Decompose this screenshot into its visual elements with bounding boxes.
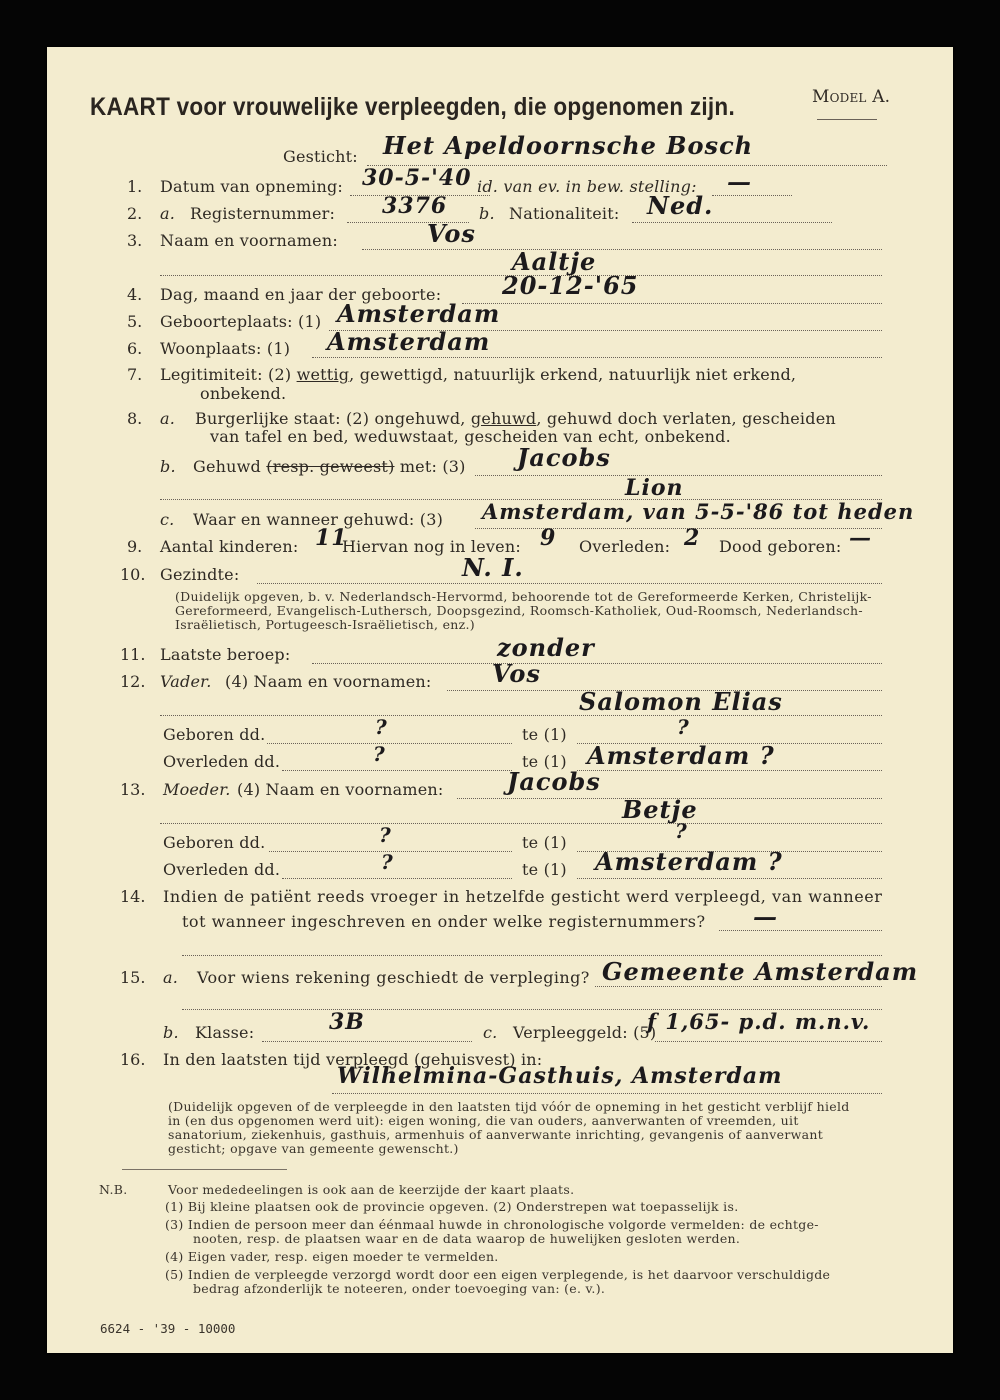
nb-note-1: (1) Bij kleine plaatsen ook de provincie opgeven. (2) Onderstrepen wat toepasselijk is. (165, 1199, 739, 1214)
mother-name-label: (4) Naam en voornamen: (237, 780, 444, 799)
register-number-value: 3376 (382, 193, 448, 219)
item-letter: b. (160, 457, 176, 476)
card-title: KAART voor vrouwelijke verpleegden, die opgenomen zijn. (90, 93, 735, 121)
spouse-first-name-value: Lion (625, 475, 684, 501)
deceased-label: Overleden: (579, 537, 671, 556)
mother-born-place: ? (675, 819, 688, 843)
dotted-line (462, 303, 882, 304)
last-residence-label: In den laatsten tijd verpleegd (gehuisvest) in: (163, 1050, 543, 1069)
dotted-line (577, 770, 882, 771)
gesticht-value: Het Apeldoornsche Bosch (383, 131, 754, 160)
item-number: 11. (120, 645, 146, 664)
residence-note-line1: (Duidelijk opgeven of de verpleegde in den laatsten tijd vóór de opneming in het gesticht verblijf hield (168, 1099, 850, 1114)
dotted-line (475, 528, 882, 529)
nb-note-5b: bedrag afzonderlijk te noteeren, onder toevoeging van: (e. v.). (193, 1281, 606, 1296)
legitimacy-label: Legitimiteit: (2) (160, 365, 292, 384)
item-letter: a. (160, 409, 176, 428)
dotted-line (160, 823, 882, 824)
stillborn-value: — (849, 525, 872, 551)
marriage-label: Waar en wanneer gehuwd: (3) (193, 510, 444, 529)
dotted-line (282, 878, 512, 879)
father-died-place: Amsterdam ? (587, 741, 775, 770)
class-label: Klasse: (195, 1023, 255, 1042)
deceased-value: 2 (684, 525, 701, 551)
father-label: Vader. (160, 672, 212, 691)
admission-date-value: 30-5-'40 (362, 165, 472, 191)
mother-label: Moeder. (163, 780, 231, 799)
custody-value: — (727, 167, 752, 196)
nb-label: N.B. (99, 1182, 128, 1197)
nursing-fee-value: f 1,65- p.d. m.n.v. (647, 1009, 871, 1034)
item-letter: b. (479, 204, 495, 223)
nb-note-4: (4) Eigen vader, resp. eigen moeder te vermelden. (165, 1249, 499, 1264)
dotted-line (655, 1041, 882, 1042)
residence-value: Amsterdam (327, 327, 491, 356)
dotted-line (312, 357, 882, 358)
marital-status-line2: van tafel en bed, weduwstaat, gescheiden van echt, onbekend. (210, 427, 731, 446)
item-letter: a. (163, 968, 179, 987)
legitimacy-selected: wettig (296, 365, 350, 384)
dotted-line (267, 743, 512, 744)
mother-born-value: ? (379, 823, 392, 847)
item-number: 10. (120, 565, 146, 584)
item-number: 9. (127, 537, 143, 556)
mother-surname-value: Jacobs (507, 767, 601, 796)
nb-note-3a: (3) Indien de persoon meer dan éénmaal huwde in chronologische volgorde vermelden: de echtge- (165, 1217, 819, 1232)
first-names-value: Aaltje (512, 247, 597, 276)
father-born-place: ? (677, 715, 690, 739)
custody-label: id. van ev. in bew. stelling: (477, 177, 697, 196)
item-number: 8. (127, 409, 143, 428)
item-number: 13. (120, 780, 146, 799)
living-value: 9 (540, 525, 557, 551)
item-number: 4. (127, 285, 143, 304)
item-letter: c. (160, 510, 175, 529)
dotted-line (262, 1041, 472, 1042)
item-letter: c. (483, 1023, 498, 1042)
occupation-label: Laatste beroep: (160, 645, 291, 664)
spouse-label2: met: (3) (399, 457, 466, 476)
marital-status-options: , gehuwd doch verlaten, gescheiden (536, 409, 836, 428)
religion-note-line2: Gereformeerd, Evangelisch-Luthersch, Doopsgezind, Roomsch-Katholiek, Oud-Roomsch, Nederlandsch- (175, 603, 863, 618)
model-label: Model A. (812, 87, 891, 107)
payer-value: Gemeente Amsterdam (602, 957, 919, 986)
model-underline (817, 119, 877, 120)
father-died-value: ? (373, 742, 386, 766)
nb-note-3b: nooten, resp. de plaatsen waar en de data waarop de huwelijken gesloten werden. (193, 1231, 741, 1246)
marriage-value: Amsterdam, van 5-5-'86 tot heden (482, 499, 915, 524)
religion-note-line1: (Duidelijk opgeven, b. v. Nederlandsch-Hervormd, behoorende tot de Gereformeerde Kerken, Christelijk- (175, 589, 872, 604)
item-number: 15. (120, 968, 146, 987)
father-name-label: (4) Naam en voornamen: (225, 672, 432, 691)
dotted-line (719, 930, 882, 931)
children-label: Aantal kinderen: (160, 537, 299, 556)
last-residence-value: Wilhelmina-Gasthuis, Amsterdam (337, 1063, 783, 1089)
mother-died-value: ? (381, 850, 394, 874)
spouse-label: Gehuwd (193, 457, 261, 476)
father-born-value: ? (375, 715, 388, 739)
father-surname-value: Vos (492, 659, 541, 688)
dotted-line (312, 663, 882, 664)
gesticht-label: Gesticht: (283, 147, 358, 166)
nursing-fee-label: Verpleeggeld: (5) (513, 1023, 657, 1042)
mother-born-label: Geboren dd. (163, 833, 266, 852)
previous-admission-line1: Indien de patiënt reeds vroeger in hetzelfde gesticht werd verpleegd, van wanneer (163, 887, 883, 906)
father-born-te: te (1) (522, 725, 567, 744)
nb-note-5a: (5) Indien de verpleegde verzorgd wordt door een eigen verplegende, is het daarvoor verschuldigde (165, 1267, 831, 1282)
residence-note-line2: in (en dus opgenomen werd uit): eigen woning, die van ouders, aanverwanten of vreemden, uit (168, 1113, 799, 1128)
dotted-line (257, 583, 882, 584)
religion-note-line3: Israëlietisch, Portugeesch-Israëlietisch, enz.) (175, 617, 475, 632)
registration-card (47, 47, 953, 1353)
name-label: Naam en voornamen: (160, 231, 338, 250)
occupation-value: zonder (497, 633, 595, 662)
residence-note-line4: gesticht; opgave van gemeente gewenscht.) (168, 1141, 459, 1156)
class-value: 3B (329, 1009, 365, 1035)
residence-label: Woonplaats: (1) (160, 339, 291, 358)
dotted-line (362, 249, 882, 250)
dotted-line (282, 770, 512, 771)
mother-died-place: Amsterdam ? (595, 847, 783, 876)
register-number-label: Registernummer: (190, 204, 336, 223)
father-born-label: Geboren dd. (163, 725, 266, 744)
item-number: 1. (127, 177, 143, 196)
item-letter: a. (160, 204, 176, 223)
birth-date-label: Dag, maand en jaar der geboorte: (160, 285, 442, 304)
item-number: 6. (127, 339, 143, 358)
father-first-names-value: Salomon Elias (579, 687, 783, 716)
legitimacy-line (160, 365, 796, 384)
nationality-label: Nationaliteit: (509, 204, 620, 223)
item-number: 5. (127, 312, 143, 331)
religion-label: Gezindte: (160, 565, 240, 584)
living-label: Hiervan nog in leven: (342, 537, 521, 556)
dotted-line (332, 1093, 882, 1094)
dotted-line (182, 955, 882, 956)
mother-died-te: te (1) (522, 860, 567, 879)
previous-admission-line2: tot wanneer ingeschreven en onder welke registernummers? (182, 912, 706, 931)
item-number: 2. (127, 204, 143, 223)
item-number: 16. (120, 1050, 146, 1069)
father-died-label: Overleden dd. (163, 752, 281, 771)
marital-status-selected: gehuwd (470, 409, 537, 428)
previous-admission-value: — (753, 902, 778, 931)
birthplace-label: Geboorteplaats: (1) (160, 312, 322, 331)
item-number: 12. (120, 672, 146, 691)
payer-label: Voor wiens rekening geschiedt de verpleging? (197, 968, 590, 987)
spouse-surname-value: Jacobs (517, 443, 611, 472)
religion-value: N. I. (462, 553, 524, 582)
children-value: 11 (315, 525, 348, 551)
legitimacy-line2: onbekend. (200, 384, 287, 403)
residence-note-line3: sanatorium, ziekenhuis, gasthuis, armenhuis of aanverwante inrichting, gevangenis of aanverwant (168, 1127, 824, 1142)
birthplace-value: Amsterdam (337, 299, 501, 328)
stillborn-label: Dood geboren: (719, 537, 842, 556)
item-number: 3. (127, 231, 143, 250)
mother-born-te: te (1) (522, 833, 567, 852)
admission-date-label: Datum van opneming: (160, 177, 344, 196)
father-died-te: te (1) (522, 752, 567, 771)
mother-first-name-value: Betje (622, 795, 698, 824)
marital-status-label: Burgerlijke staat: (2) ongehuwd, (195, 409, 466, 428)
item-number: 14. (120, 887, 146, 906)
nationality-value: Ned. (647, 191, 714, 220)
dotted-line (595, 986, 882, 987)
item-letter: b. (163, 1023, 179, 1042)
dotted-line (712, 195, 792, 196)
dotted-line (632, 222, 832, 223)
mother-died-label: Overleden dd. (163, 860, 281, 879)
legitimacy-options: , gewettigd, natuurlijk erkend, natuurlijk niet erkend, (349, 365, 797, 384)
print-code: 6624 - '39 - 10000 (100, 1321, 236, 1336)
surname-value: Vos (427, 219, 476, 248)
item-number: 7. (127, 365, 143, 384)
spouse-line (193, 457, 466, 476)
birth-date-value: 20-12-'65 (502, 271, 639, 300)
spouse-struck-text: (resp. geweest) (266, 457, 395, 476)
divider (122, 1169, 287, 1170)
marital-status-line (195, 409, 836, 428)
nb-intro: Voor mededeelingen is ook aan de keerzijde der kaart plaats. (168, 1182, 575, 1197)
dotted-line (577, 878, 882, 879)
